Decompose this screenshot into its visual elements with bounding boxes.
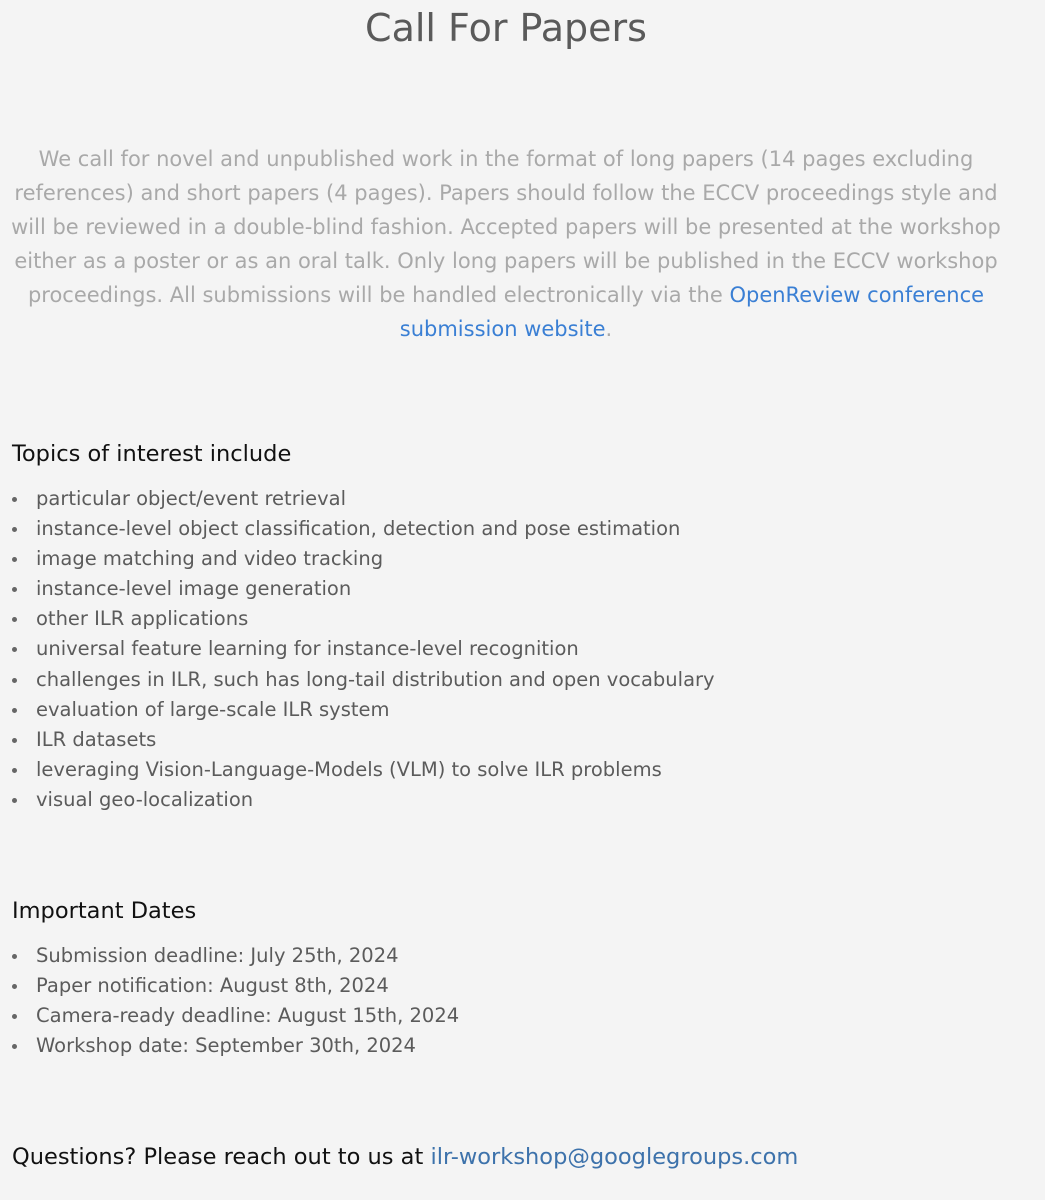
- bullet-icon: [12, 557, 17, 562]
- bullet-icon: [12, 527, 17, 532]
- bullet-icon: [12, 497, 17, 502]
- intro-paragraph: [8, 142, 1004, 346]
- list-item-text: instance-level object classification, detection and pose estimation: [36, 517, 681, 541]
- bullet-icon: [12, 587, 17, 592]
- list-item: [12, 971, 459, 1001]
- intro-trailing: .: [605, 317, 613, 341]
- bullet-icon: [12, 708, 17, 713]
- intro-text: We call for novel and unpublished work in the format of long papers (14 pages excluding references) and short papers (4 pages). Papers should follow the ECCV proceedings style and will be reviewed in a double-blind fashion. Accepted papers will be presented at the workshop either as a poster or as an oral talk. Only long papers will be published in the ECCV workshop proceedings. All submissions will be handled electronically via the: [11, 147, 1001, 307]
- openreview-link[interactable]: OpenReview conference submission website: [399, 283, 985, 341]
- list-item: [12, 514, 715, 544]
- list-item: [12, 695, 715, 725]
- list-item-text: universal feature learning for instance-level recognition: [36, 637, 579, 661]
- list-item: [12, 785, 715, 815]
- bullet-icon: [12, 1014, 17, 1019]
- bullet-icon: [12, 984, 17, 989]
- bullet-icon: [12, 678, 17, 683]
- page-title: Call For Papers: [365, 6, 647, 50]
- bullet-icon: [12, 954, 17, 959]
- dates-heading: Important Dates: [12, 898, 197, 924]
- list-item: [12, 574, 715, 604]
- list-item-text: instance-level image generation: [36, 577, 352, 601]
- list-item: [12, 755, 715, 785]
- list-item-text: evaluation of large-scale ILR system: [36, 697, 390, 721]
- bullet-icon: [12, 768, 17, 773]
- list-item: [12, 1001, 459, 1031]
- topics-heading: Topics of interest include: [12, 441, 292, 467]
- list-item: [12, 1031, 459, 1061]
- list-item: [12, 544, 715, 574]
- list-item: [12, 484, 715, 514]
- list-item-text: Camera-ready deadline: August 15th, 2024: [36, 1004, 460, 1028]
- contact-email-link[interactable]: ilr-workshop@googlegroups.com: [430, 1144, 799, 1170]
- list-item-text: visual geo-localization: [36, 787, 254, 811]
- list-item: [12, 634, 715, 664]
- list-item-text: ILR datasets: [36, 727, 157, 751]
- list-item-text: Paper notification: August 8th, 2024: [36, 974, 389, 998]
- list-item: [12, 725, 715, 755]
- bullet-icon: [12, 798, 17, 803]
- bullet-icon: [12, 617, 17, 622]
- list-item: [12, 604, 715, 634]
- list-item-text: leveraging Vision-Language-Models (VLM) to solve ILR problems: [36, 757, 662, 781]
- dates-list: [12, 941, 459, 1061]
- list-item-text: Submission deadline: July 25th, 2024: [36, 944, 399, 967]
- list-item: [12, 941, 459, 971]
- list-item-text: Workshop date: September 30th, 2024: [36, 1034, 416, 1058]
- bullet-icon: [12, 1044, 17, 1049]
- list-item: [12, 665, 715, 695]
- list-item-text: image matching and video tracking: [36, 547, 384, 571]
- contact-line: [12, 1142, 798, 1172]
- bullet-icon: [12, 738, 17, 743]
- contact-text: Questions? Please reach out to us at: [12, 1144, 424, 1170]
- topics-list: [12, 484, 715, 815]
- list-item-text: challenges in ILR, such has long-tail distribution and open vocabulary: [36, 667, 715, 691]
- bullet-icon: [12, 647, 17, 652]
- list-item-text: particular object/event retrieval: [36, 487, 347, 510]
- list-item-text: other ILR applications: [36, 607, 249, 631]
